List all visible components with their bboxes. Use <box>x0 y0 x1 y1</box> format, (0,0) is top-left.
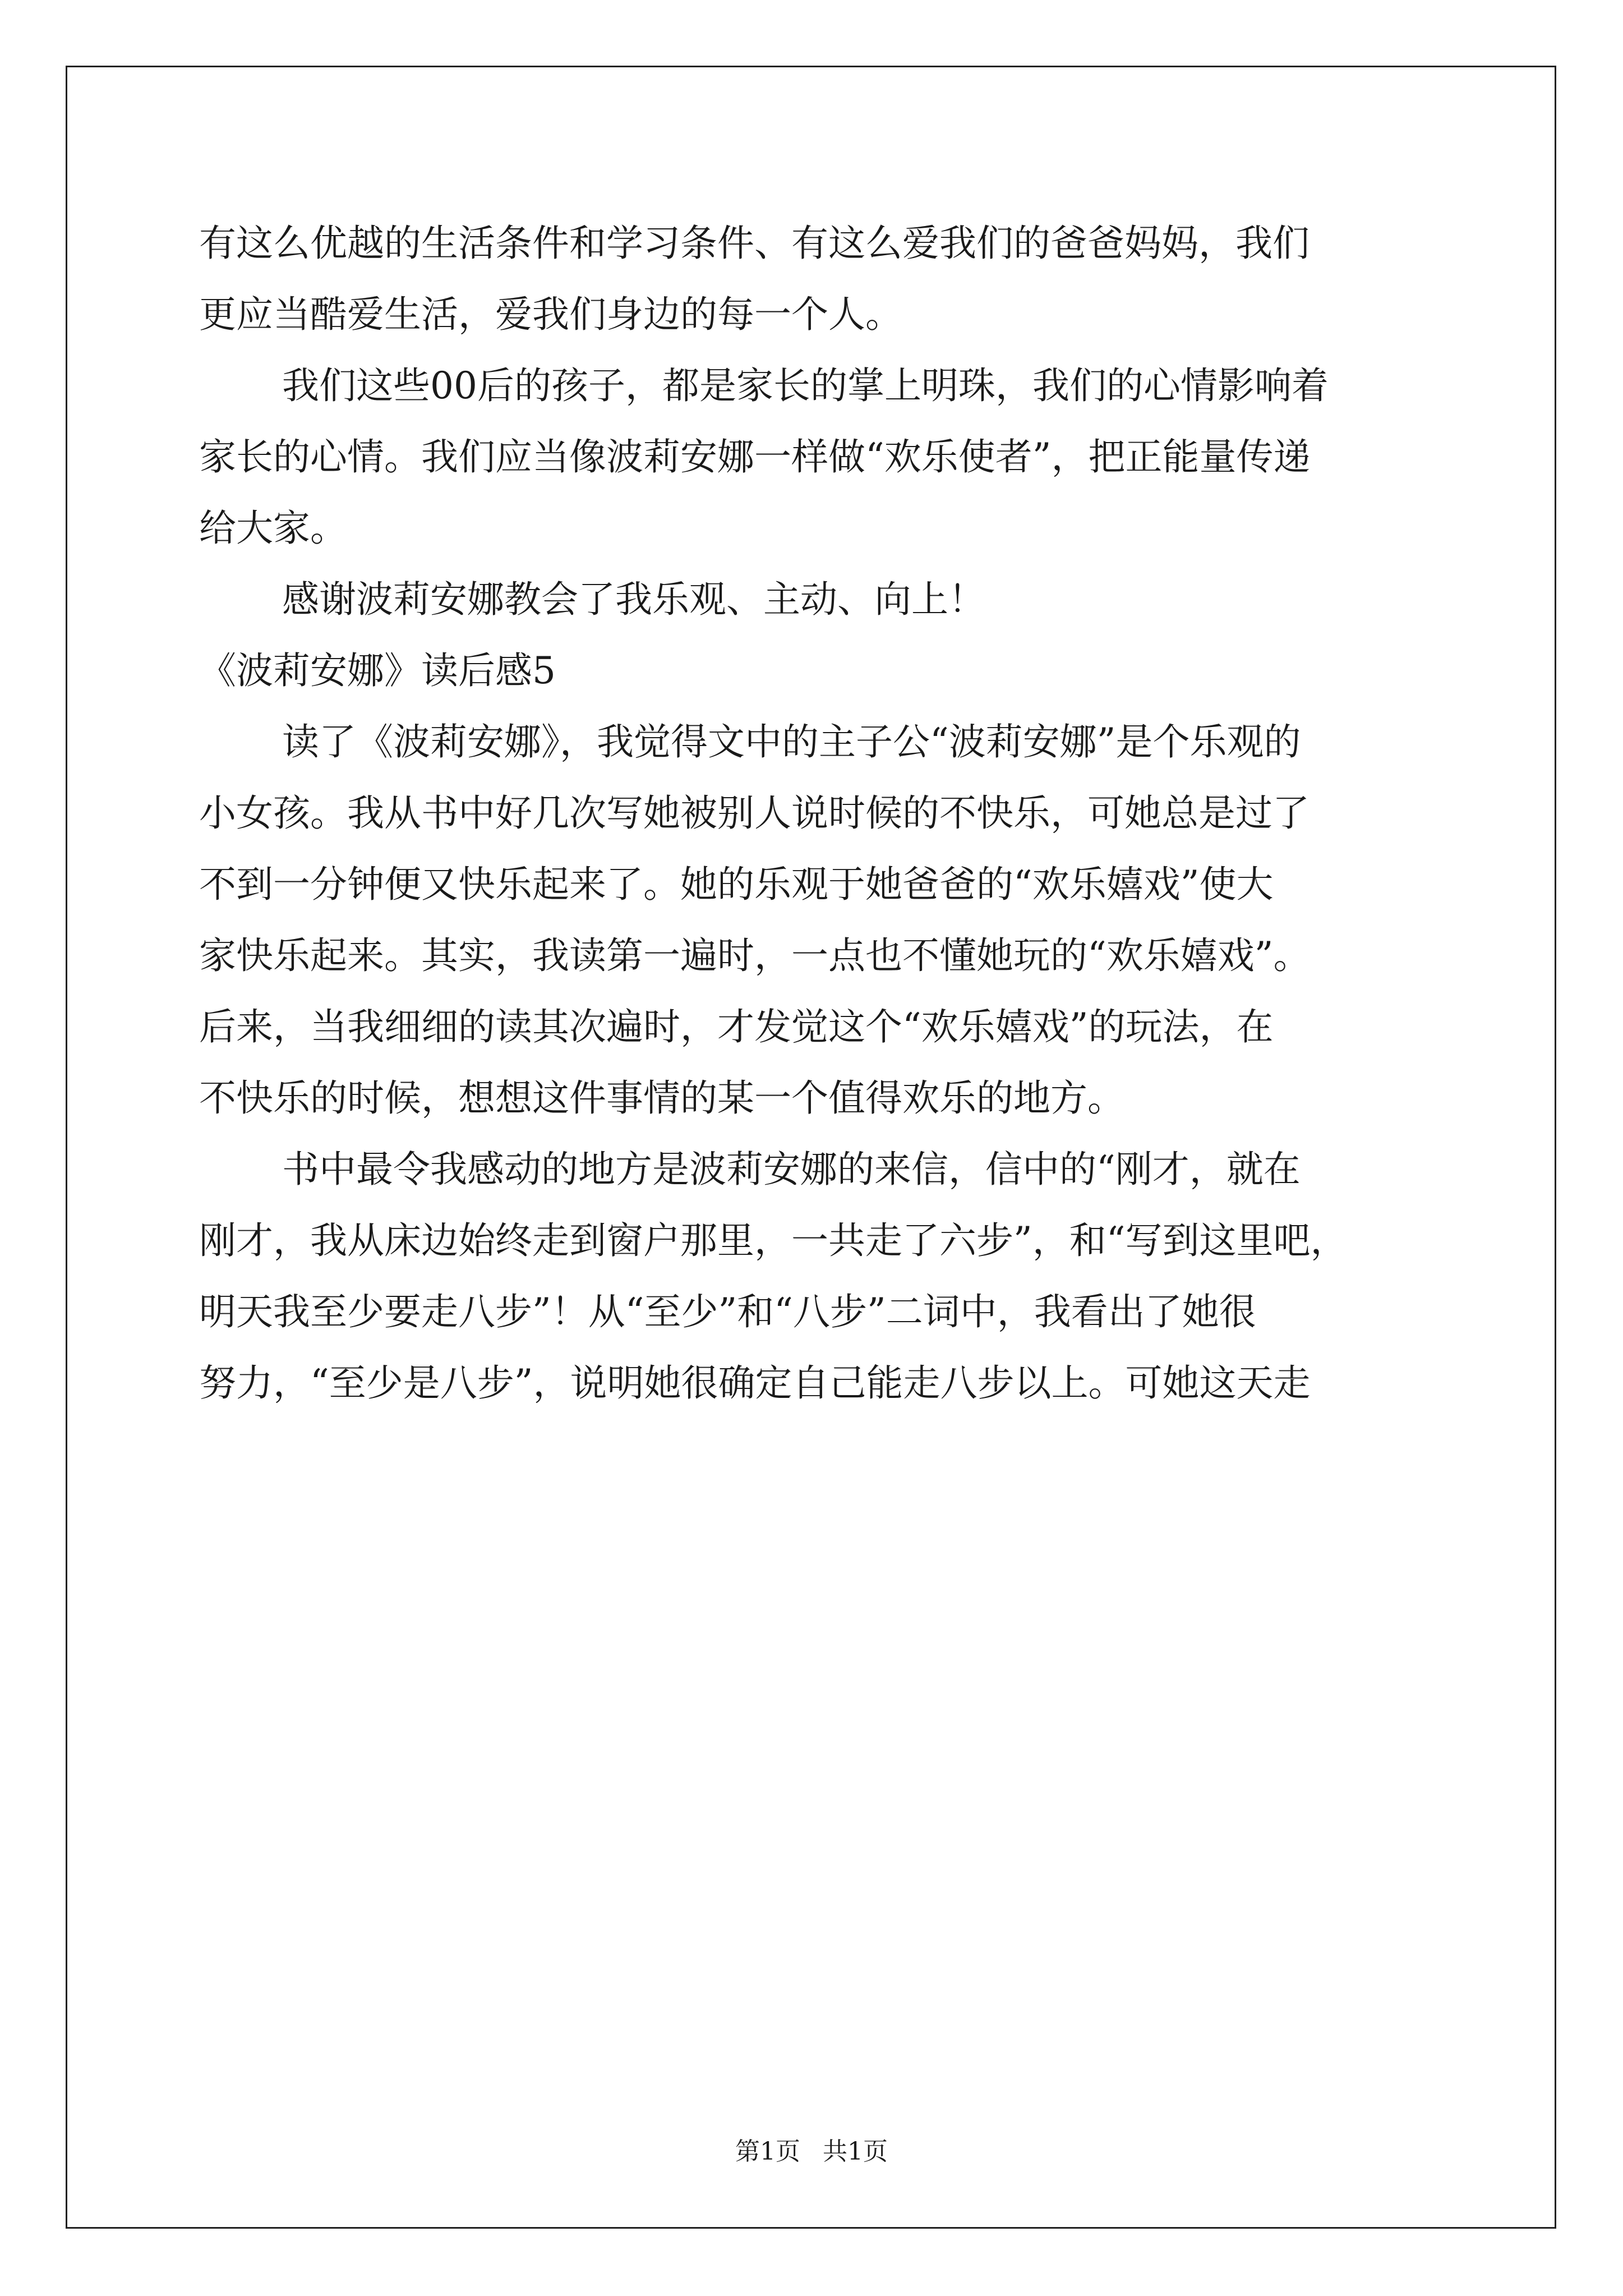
paragraph-start-line: 感谢波莉安娜教会了我乐观、主动、向上！ <box>282 578 985 621</box>
text-line: 家长的心情。我们应当像波莉安娜一样做“欢乐使者”，把正能量传递 <box>199 435 1311 478</box>
text-line: 更应当酷爱生活，爱我们身边的每一个人。 <box>199 293 902 336</box>
paragraph-start-line: 书中最令我感动的地方是波莉安娜的来信，信中的“刚才，就在 <box>282 1148 1301 1191</box>
document-body <box>199 208 1433 1419</box>
text-line: 不快乐的时候，想想这件事情的某一个值得欢乐的地方。 <box>199 1076 1124 1120</box>
text-line: 有这么优越的生活条件和学习条件、有这么爱我们的爸爸妈妈，我们 <box>199 222 1310 265</box>
section-heading: 《波莉安娜》读后感5 <box>199 649 556 692</box>
page-total: 共1页 <box>823 2137 888 2166</box>
text-line: 后来，当我细细的读其次遍时，才发觉这个“欢乐嬉戏”的玩法，在 <box>199 1005 1274 1048</box>
text-line: 努力，“至少是八步”，说明她很确定自己能走八步以上。可她这天走 <box>199 1361 1311 1405</box>
text-line: 明天我至少要走八步”！从“至少”和“八步”二词中，我看出了她很 <box>199 1290 1256 1333</box>
paragraph-start-line: 我们这些00后的孩子，都是家长的掌上明珠，我们的心情影响着 <box>282 364 1329 407</box>
page-footer <box>0 2136 1623 2168</box>
paragraph-start-line: 读了《波莉安娜》，我觉得文中的主子公“波莉安娜”是个乐观的 <box>282 720 1301 763</box>
page-number: 第1页 <box>735 2137 800 2166</box>
text-line: 小女孩。我从书中好几次写她被别人说时候的不快乐，可她总是过了 <box>199 792 1310 835</box>
text-line: 家快乐起来。其实，我读第一遍时，一点也不懂她玩的“欢乐嬉戏”。 <box>199 934 1311 977</box>
text-line: 不到一分钟便又快乐起来了。她的乐观于她爸爸的“欢乐嬉戏”使大 <box>199 863 1274 906</box>
text-line: 刚才，我从床边始终走到窗户那里，一共走了六步”，和“写到这里吧， <box>199 1219 1348 1262</box>
text-line: 给大家。 <box>199 507 347 550</box>
